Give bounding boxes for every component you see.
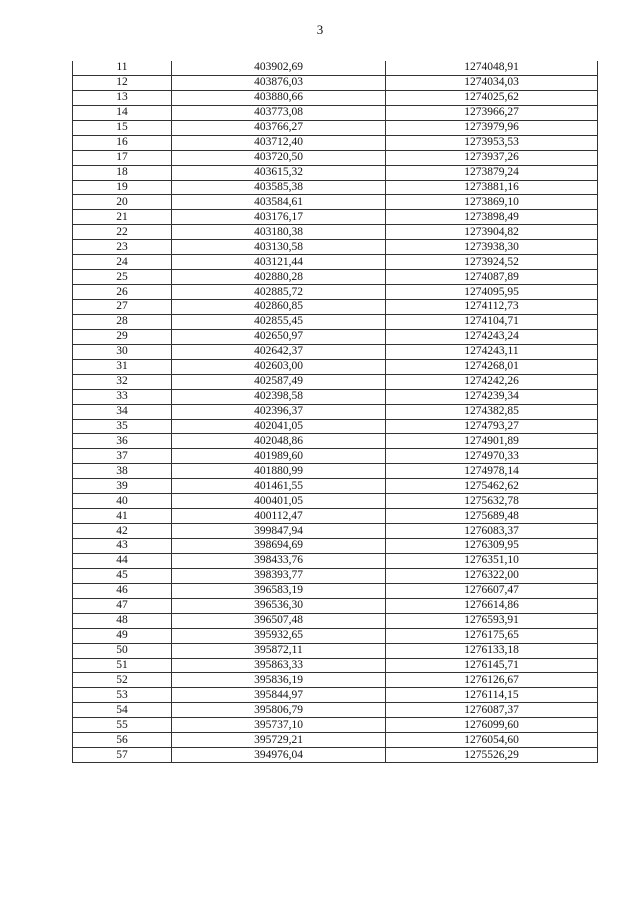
point-number-cell: 36 [73,434,172,449]
point-number-cell: 18 [73,165,172,180]
table-row [73,539,598,554]
x-coordinate-cell: 401880,99 [172,464,386,479]
table-row [73,180,598,195]
table-row [73,598,598,613]
x-coordinate-cell: 396583,19 [172,583,386,598]
y-coordinate-cell: 1274239,34 [386,389,598,404]
x-coordinate-cell: 403585,38 [172,180,386,195]
point-number-cell: 12 [73,75,172,90]
table-row [73,165,598,180]
table-row [73,494,598,509]
y-coordinate-cell: 1274243,11 [386,344,598,359]
y-coordinate-cell: 1275689,48 [386,509,598,524]
point-number-cell: 21 [73,210,172,225]
table-row [73,643,598,658]
x-coordinate-cell: 402860,85 [172,300,386,315]
table-row [73,300,598,315]
table-row [73,344,598,359]
y-coordinate-cell: 1276099,60 [386,718,598,733]
x-coordinate-cell: 400112,47 [172,509,386,524]
y-coordinate-cell: 1274087,89 [386,270,598,285]
x-coordinate-cell: 396536,30 [172,598,386,613]
x-coordinate-cell: 402048,86 [172,434,386,449]
table-row [73,434,598,449]
x-coordinate-cell: 395836,19 [172,673,386,688]
x-coordinate-cell: 400401,05 [172,494,386,509]
x-coordinate-cell: 403121,44 [172,255,386,270]
x-coordinate-cell: 403180,38 [172,225,386,240]
y-coordinate-cell: 1276614,86 [386,598,598,613]
point-number-cell: 30 [73,344,172,359]
x-coordinate-cell: 398433,76 [172,553,386,568]
x-coordinate-cell: 402642,37 [172,344,386,359]
y-coordinate-cell: 1273953,53 [386,135,598,150]
table-row [73,90,598,105]
x-coordinate-cell: 401989,60 [172,449,386,464]
x-coordinate-cell: 403615,32 [172,165,386,180]
y-coordinate-cell: 1273904,82 [386,225,598,240]
table-row [73,225,598,240]
y-coordinate-cell: 1276083,37 [386,524,598,539]
table-row [73,270,598,285]
x-coordinate-cell: 395806,79 [172,703,386,718]
point-number-cell: 54 [73,703,172,718]
y-coordinate-cell: 1273869,10 [386,195,598,210]
point-number-cell: 11 [73,61,172,75]
y-coordinate-cell: 1276593,91 [386,613,598,628]
point-number-cell: 14 [73,105,172,120]
point-number-cell: 22 [73,225,172,240]
table-row [73,75,598,90]
table-row [73,374,598,389]
table-row [73,195,598,210]
x-coordinate-cell: 403130,58 [172,240,386,255]
x-coordinate-cell: 403712,40 [172,135,386,150]
y-coordinate-cell: 1274095,95 [386,285,598,300]
y-coordinate-cell: 1274025,62 [386,90,598,105]
point-number-cell: 46 [73,583,172,598]
table-row [73,628,598,643]
table-row [73,135,598,150]
x-coordinate-cell: 396507,48 [172,613,386,628]
y-coordinate-cell: 1273979,96 [386,120,598,135]
x-coordinate-cell: 395844,97 [172,688,386,703]
y-coordinate-cell: 1274048,91 [386,61,598,75]
table-row [73,419,598,434]
x-coordinate-cell: 403584,61 [172,195,386,210]
x-coordinate-cell: 403880,66 [172,90,386,105]
x-coordinate-cell: 402885,72 [172,285,386,300]
x-coordinate-cell: 395872,11 [172,643,386,658]
point-number-cell: 40 [73,494,172,509]
y-coordinate-cell: 1276309,95 [386,539,598,554]
point-number-cell: 28 [73,314,172,329]
point-number-cell: 47 [73,598,172,613]
y-coordinate-cell: 1275526,29 [386,748,598,763]
point-number-cell: 31 [73,359,172,374]
y-coordinate-cell: 1274970,33 [386,449,598,464]
x-coordinate-cell: 395932,65 [172,628,386,643]
y-coordinate-cell: 1275462,62 [386,479,598,494]
x-coordinate-cell: 395737,10 [172,718,386,733]
y-coordinate-cell: 1274112,73 [386,300,598,315]
x-coordinate-cell: 402398,58 [172,389,386,404]
table-row [73,658,598,673]
x-coordinate-cell: 403720,50 [172,150,386,165]
point-number-cell: 24 [73,255,172,270]
y-coordinate-cell: 1276126,67 [386,673,598,688]
table-row [73,404,598,419]
x-coordinate-cell: 395729,21 [172,733,386,748]
point-number-cell: 37 [73,449,172,464]
table-row [73,479,598,494]
x-coordinate-cell: 402603,00 [172,359,386,374]
point-number-cell: 44 [73,553,172,568]
table-row [73,61,598,75]
point-number-cell: 32 [73,374,172,389]
point-number-cell: 34 [73,404,172,419]
point-number-cell: 20 [73,195,172,210]
y-coordinate-cell: 1276175,65 [386,628,598,643]
table-row [73,509,598,524]
y-coordinate-cell: 1274242,26 [386,374,598,389]
y-coordinate-cell: 1273879,24 [386,165,598,180]
y-coordinate-cell: 1276133,18 [386,643,598,658]
table-row [73,464,598,479]
point-number-cell: 43 [73,539,172,554]
x-coordinate-cell: 398694,69 [172,539,386,554]
table-row [73,748,598,763]
y-coordinate-cell: 1274034,03 [386,75,598,90]
y-coordinate-cell: 1276145,71 [386,658,598,673]
point-number-cell: 50 [73,643,172,658]
table-row [73,240,598,255]
point-number-cell: 55 [73,718,172,733]
table-row [73,150,598,165]
point-number-cell: 38 [73,464,172,479]
y-coordinate-cell: 1276087,37 [386,703,598,718]
point-number-cell: 29 [73,329,172,344]
x-coordinate-cell: 403773,08 [172,105,386,120]
table-row [73,673,598,688]
table-row [73,688,598,703]
point-number-cell: 23 [73,240,172,255]
y-coordinate-cell: 1276322,00 [386,568,598,583]
x-coordinate-cell: 402587,49 [172,374,386,389]
point-number-cell: 33 [73,389,172,404]
point-number-cell: 27 [73,300,172,315]
table-row [73,314,598,329]
point-number-cell: 19 [73,180,172,195]
x-coordinate-cell: 402855,45 [172,314,386,329]
table-row [73,613,598,628]
y-coordinate-cell: 1274104,71 [386,314,598,329]
x-coordinate-cell: 398393,77 [172,568,386,583]
point-number-cell: 53 [73,688,172,703]
y-coordinate-cell: 1274901,89 [386,434,598,449]
table-row [73,120,598,135]
point-number-cell: 17 [73,150,172,165]
y-coordinate-cell: 1274382,85 [386,404,598,419]
point-number-cell: 57 [73,748,172,763]
point-number-cell: 25 [73,270,172,285]
table-row [73,449,598,464]
x-coordinate-cell: 403876,03 [172,75,386,90]
table-row [73,359,598,374]
table-row [73,329,598,344]
x-coordinate-cell: 402650,97 [172,329,386,344]
point-number-cell: 39 [73,479,172,494]
table-row [73,703,598,718]
x-coordinate-cell: 402880,28 [172,270,386,285]
table-row [73,733,598,748]
x-coordinate-cell: 402396,37 [172,404,386,419]
point-number-cell: 13 [73,90,172,105]
table-row [73,718,598,733]
y-coordinate-cell: 1273938,30 [386,240,598,255]
point-number-cell: 48 [73,613,172,628]
table-row [73,524,598,539]
x-coordinate-cell: 403902,69 [172,61,386,75]
table-row [73,389,598,404]
point-number-cell: 15 [73,120,172,135]
y-coordinate-cell: 1275632,78 [386,494,598,509]
x-coordinate-cell: 403176,17 [172,210,386,225]
point-number-cell: 52 [73,673,172,688]
x-coordinate-cell: 395863,33 [172,658,386,673]
x-coordinate-cell: 399847,94 [172,524,386,539]
y-coordinate-cell: 1276351,10 [386,553,598,568]
point-number-cell: 41 [73,509,172,524]
y-coordinate-cell: 1274978,14 [386,464,598,479]
point-number-cell: 56 [73,733,172,748]
point-number-cell: 26 [73,285,172,300]
table-row [73,553,598,568]
y-coordinate-cell: 1276114,15 [386,688,598,703]
x-coordinate-cell: 403766,27 [172,120,386,135]
table-row [73,285,598,300]
coordinates-table [72,61,598,763]
y-coordinate-cell: 1273937,26 [386,150,598,165]
point-number-cell: 51 [73,658,172,673]
x-coordinate-cell: 402041,05 [172,419,386,434]
table-row [73,583,598,598]
table-row [73,568,598,583]
y-coordinate-cell: 1273966,27 [386,105,598,120]
y-coordinate-cell: 1273924,52 [386,255,598,270]
table-row [73,105,598,120]
point-number-cell: 16 [73,135,172,150]
x-coordinate-cell: 401461,55 [172,479,386,494]
page-number: 3 [316,22,324,37]
y-coordinate-cell: 1274243,24 [386,329,598,344]
y-coordinate-cell: 1273881,16 [386,180,598,195]
point-number-cell: 42 [73,524,172,539]
point-number-cell: 49 [73,628,172,643]
y-coordinate-cell: 1274268,01 [386,359,598,374]
table-row [73,255,598,270]
y-coordinate-cell: 1273898,49 [386,210,598,225]
table-row [73,210,598,225]
y-coordinate-cell: 1276054,60 [386,733,598,748]
x-coordinate-cell: 394976,04 [172,748,386,763]
point-number-cell: 45 [73,568,172,583]
y-coordinate-cell: 1276607,47 [386,583,598,598]
coordinates-table-body [73,61,598,763]
y-coordinate-cell: 1274793,27 [386,419,598,434]
point-number-cell: 35 [73,419,172,434]
